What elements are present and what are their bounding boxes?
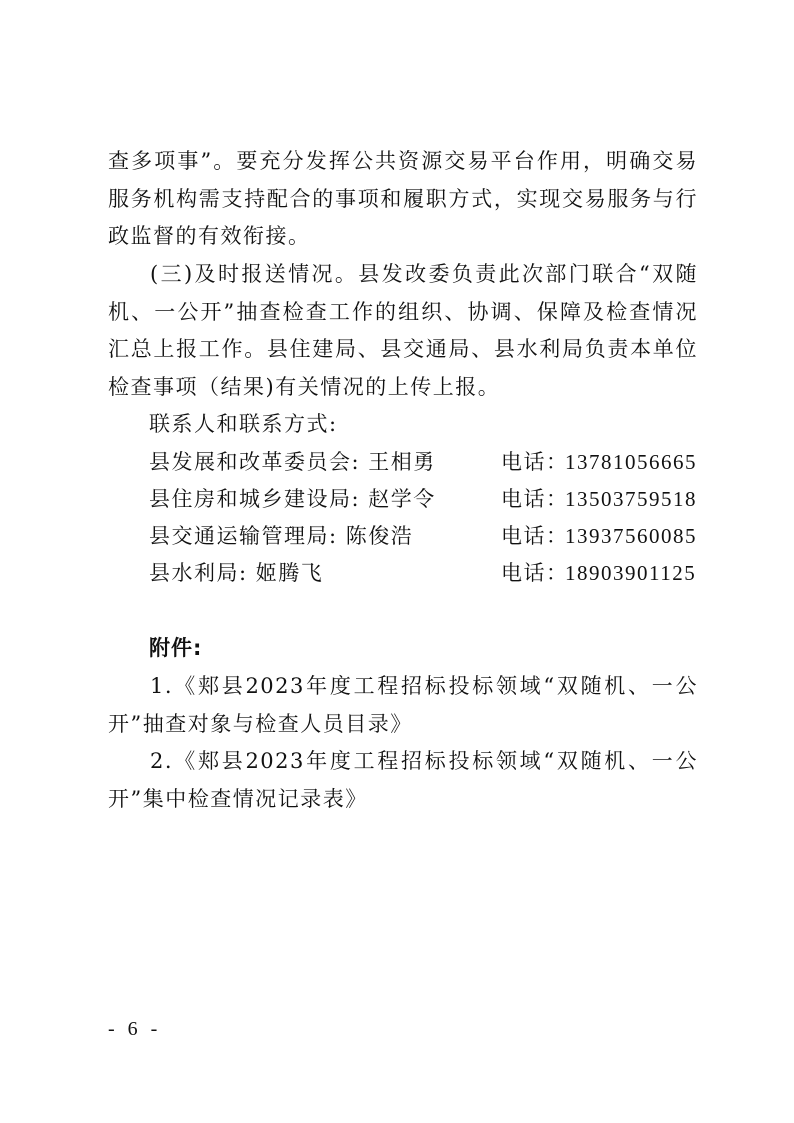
phone-label: 电话：: [501, 487, 569, 511]
contact-row: [149, 444, 709, 481]
attachment-item-2: 2.《郏县2023年度工程招标投标领域“双随机、一公开”集中检查情况记录表》: [108, 749, 698, 811]
page-number: - 6 -: [108, 1018, 162, 1040]
body-paragraph-1: 查多项事”。要充分发挥公共资源交易平台作用，明确交易服务机构需支持配合的事项和履职方式，实现交易服务与行政监督的有效衔接。: [108, 149, 698, 248]
phone-number: 13781056665: [565, 450, 697, 474]
attachments-heading: 附件:: [149, 636, 203, 660]
contact-row: [149, 555, 709, 592]
contact-row: [149, 518, 709, 555]
contact-unit: 县住房和城乡建设局: 赵学令: [149, 487, 436, 511]
contact-unit: 县交通运输管理局: 陈俊浩: [149, 524, 414, 548]
phone-label: 电话：: [501, 561, 569, 585]
attachment-item-1: 1.《郏县2023年度工程招标投标领域“双随机、一公开”抽查对象与检查人员目录》: [108, 674, 698, 736]
contact-heading: 联系人和联系方式:: [149, 412, 338, 436]
contact-unit: 县水利局: 姬腾飞: [149, 561, 324, 585]
phone-number: 13937560085: [565, 524, 697, 548]
phone-number: 13503759518: [565, 487, 697, 511]
phone-label: 电话：: [501, 524, 569, 548]
contact-unit: 县发展和改革委员会: 王相勇: [149, 450, 436, 474]
phone-label: 电话：: [501, 450, 569, 474]
phone-number: 18903901125: [565, 561, 697, 585]
body-paragraph-2: (三)及时报送情况。县发改委负责此次部门联合“双随机、一公开”抽查检查工作的组织、协调、保障及检查情况汇总上报工作。县住建局、县交通局、县水利局负责本单位检查事项（结果)有关情况的上传上报。: [108, 262, 698, 399]
contact-row: [149, 481, 709, 518]
